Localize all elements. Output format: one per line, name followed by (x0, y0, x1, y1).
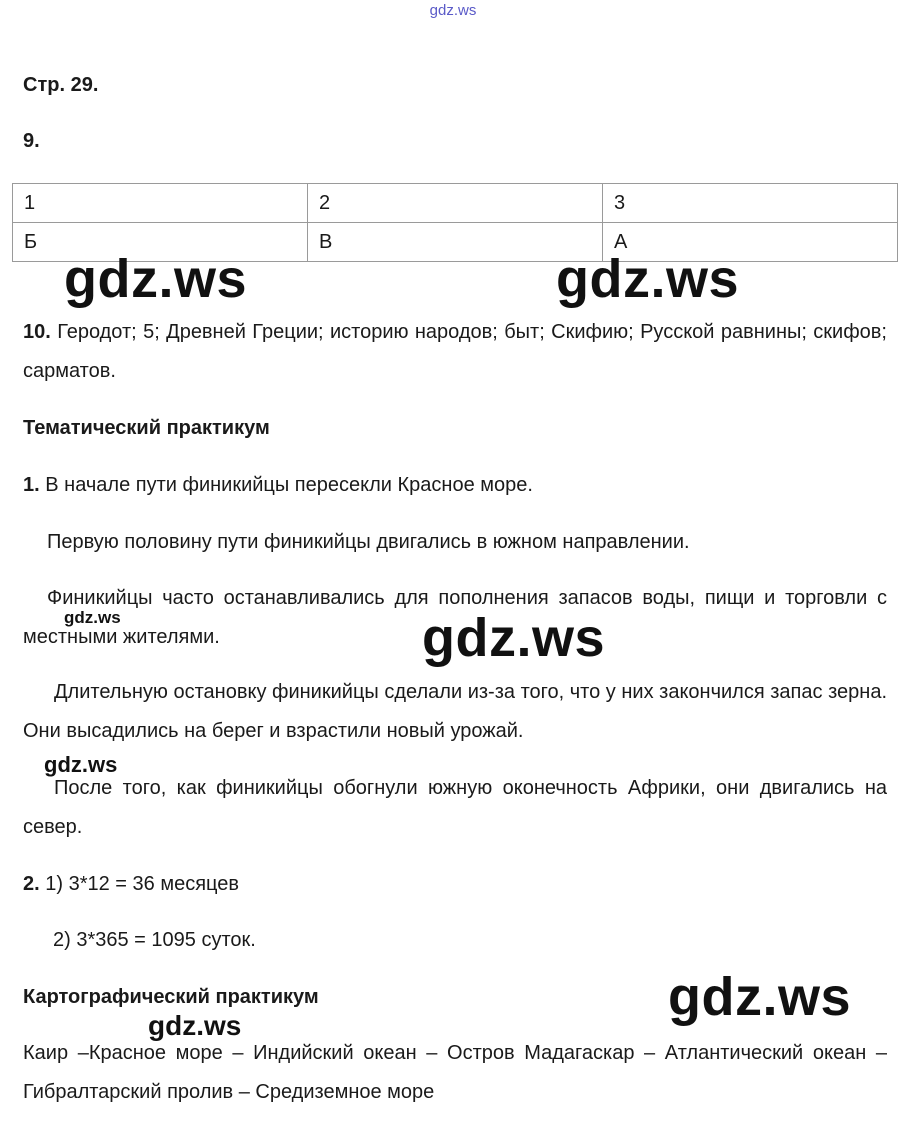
task-10-paragraph (23, 313, 887, 390)
task-10-number: 10. (23, 321, 51, 343)
table-cell: А (603, 223, 898, 262)
task-2-number: 2. (23, 873, 40, 895)
table-header-row (13, 184, 898, 223)
table-cell: В (308, 223, 603, 262)
task-1-paragraph-4: Длительную остановку финикийцы сделали из-за того, что у них закончился запас зерна. Они высадились на берег и взрастили новый урожай. (23, 681, 887, 742)
task-1-text-1: В начале пути финикийцы пересекли Красное море. (45, 474, 533, 496)
page-reference: Стр. 29. (23, 74, 99, 96)
watermark-header[interactable]: gdz.ws (429, 2, 477, 19)
task-2-line-1 (23, 872, 239, 896)
thematic-practicum-heading: Тематический практикум (23, 417, 270, 439)
task-1-paragraph-3: Финикийцы часто останавливались для пополнения запасов воды, пищи и торговли с местными жителями. (23, 587, 887, 648)
watermark: gdz.ws (556, 249, 740, 309)
table-header-cell: 3 (603, 184, 898, 223)
task-1-paragraph-5: После того, как финикийцы обогнули южную оконечность Африки, они двигались на север. (23, 777, 887, 838)
cartographic-route: Каир –Красное море – Индийский океан – Остров Мадагаскар – Атлантический океан – Гибралтарский пролив – Средиземное море (23, 1042, 887, 1103)
cartographic-practicum-heading: Картографический практикум (23, 986, 319, 1008)
task-2-text-1: 1) 3*12 = 36 месяцев (45, 873, 240, 895)
watermark: gdz.ws (668, 967, 852, 1027)
watermark: gdz.ws (44, 752, 118, 777)
table-header-cell: 2 (308, 184, 603, 223)
watermark: gdz.ws (64, 249, 248, 309)
task-1-paragraph-2: Первую половину пути финикийцы двигались в южном направлении. (47, 531, 690, 553)
watermark: gdz.ws (148, 1010, 242, 1041)
task-9-number: 9. (23, 130, 40, 152)
task-1-number: 1. (23, 474, 40, 496)
table-cell: Б (13, 223, 308, 262)
task-2-line-2: 2) 3*365 = 1095 суток. (53, 929, 256, 951)
watermark: gdz.ws (64, 608, 121, 627)
watermark: gdz.ws (422, 608, 606, 668)
task-10-text: Геродот; 5; Древней Греции; историю народов; быт; Скифию; Русской равнины; скифов; сарматов. (23, 321, 887, 382)
task-1-paragraph-1 (23, 473, 533, 497)
table-header-cell: 1 (13, 184, 308, 223)
